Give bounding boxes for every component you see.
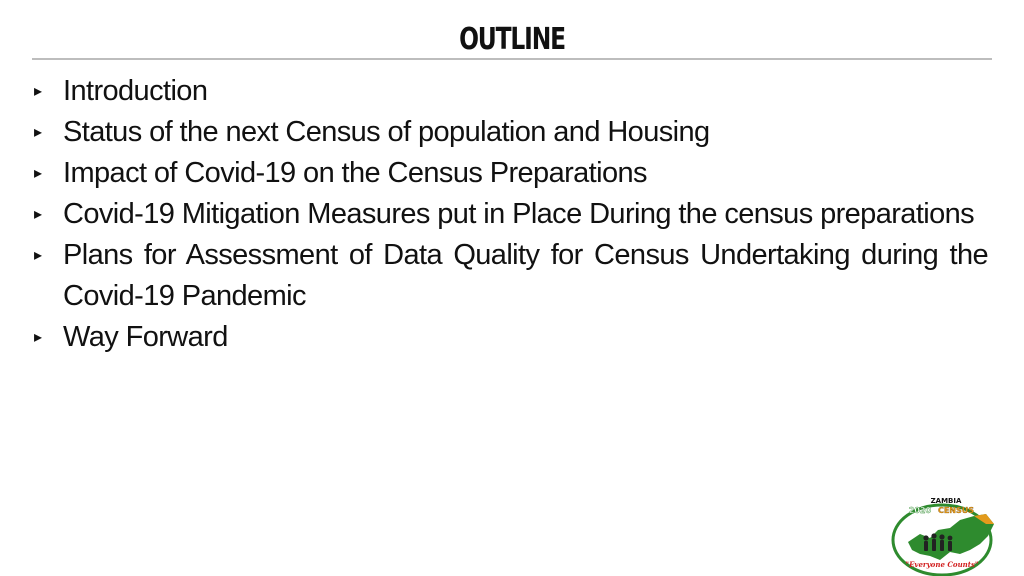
outline-item-text: Way Forward bbox=[63, 321, 228, 353]
bullet-arrow-icon: ▸ bbox=[34, 206, 43, 223]
outline-list bbox=[32, 71, 988, 358]
outline-item-text: Status of the next Census of population and Housing bbox=[63, 116, 710, 148]
logo-census-text: CENSUS bbox=[937, 506, 975, 515]
outline-item-status bbox=[32, 112, 988, 153]
bullet-arrow-icon: ▸ bbox=[34, 124, 43, 141]
bullet-arrow-icon: ▸ bbox=[34, 165, 43, 182]
outline-item-data-quality bbox=[32, 235, 988, 317]
outline-item-way-forward bbox=[32, 317, 988, 358]
outline-item-introduction bbox=[32, 71, 988, 112]
bullet-arrow-icon: ▸ bbox=[34, 329, 43, 346]
bullet-arrow-icon: ▸ bbox=[34, 83, 43, 100]
slide-title: OUTLINE bbox=[459, 22, 565, 57]
outline-item-mitigation bbox=[32, 194, 988, 235]
outline-item-text: Plans for Assessment of Data Quality for Census Undertaking during the Covid-19 Pandemic bbox=[63, 239, 988, 312]
outline-item-text: Impact of Covid-19 on the Census Preparations bbox=[63, 157, 647, 189]
bullet-arrow-icon: ▸ bbox=[34, 247, 43, 264]
outline-item-text: Covid-19 Mitigation Measures put in Place During the census preparations bbox=[63, 198, 975, 230]
zambia-census-logo bbox=[890, 494, 1000, 576]
outline-item-impact bbox=[32, 153, 988, 194]
logo-country-text: ZAMBIA bbox=[930, 497, 962, 505]
outline-item-text: Introduction bbox=[63, 75, 208, 107]
logo-year-text: 2020 bbox=[908, 506, 932, 515]
logo-motto-text: "Everyone Counts" bbox=[905, 560, 979, 569]
title-divider bbox=[32, 58, 992, 60]
